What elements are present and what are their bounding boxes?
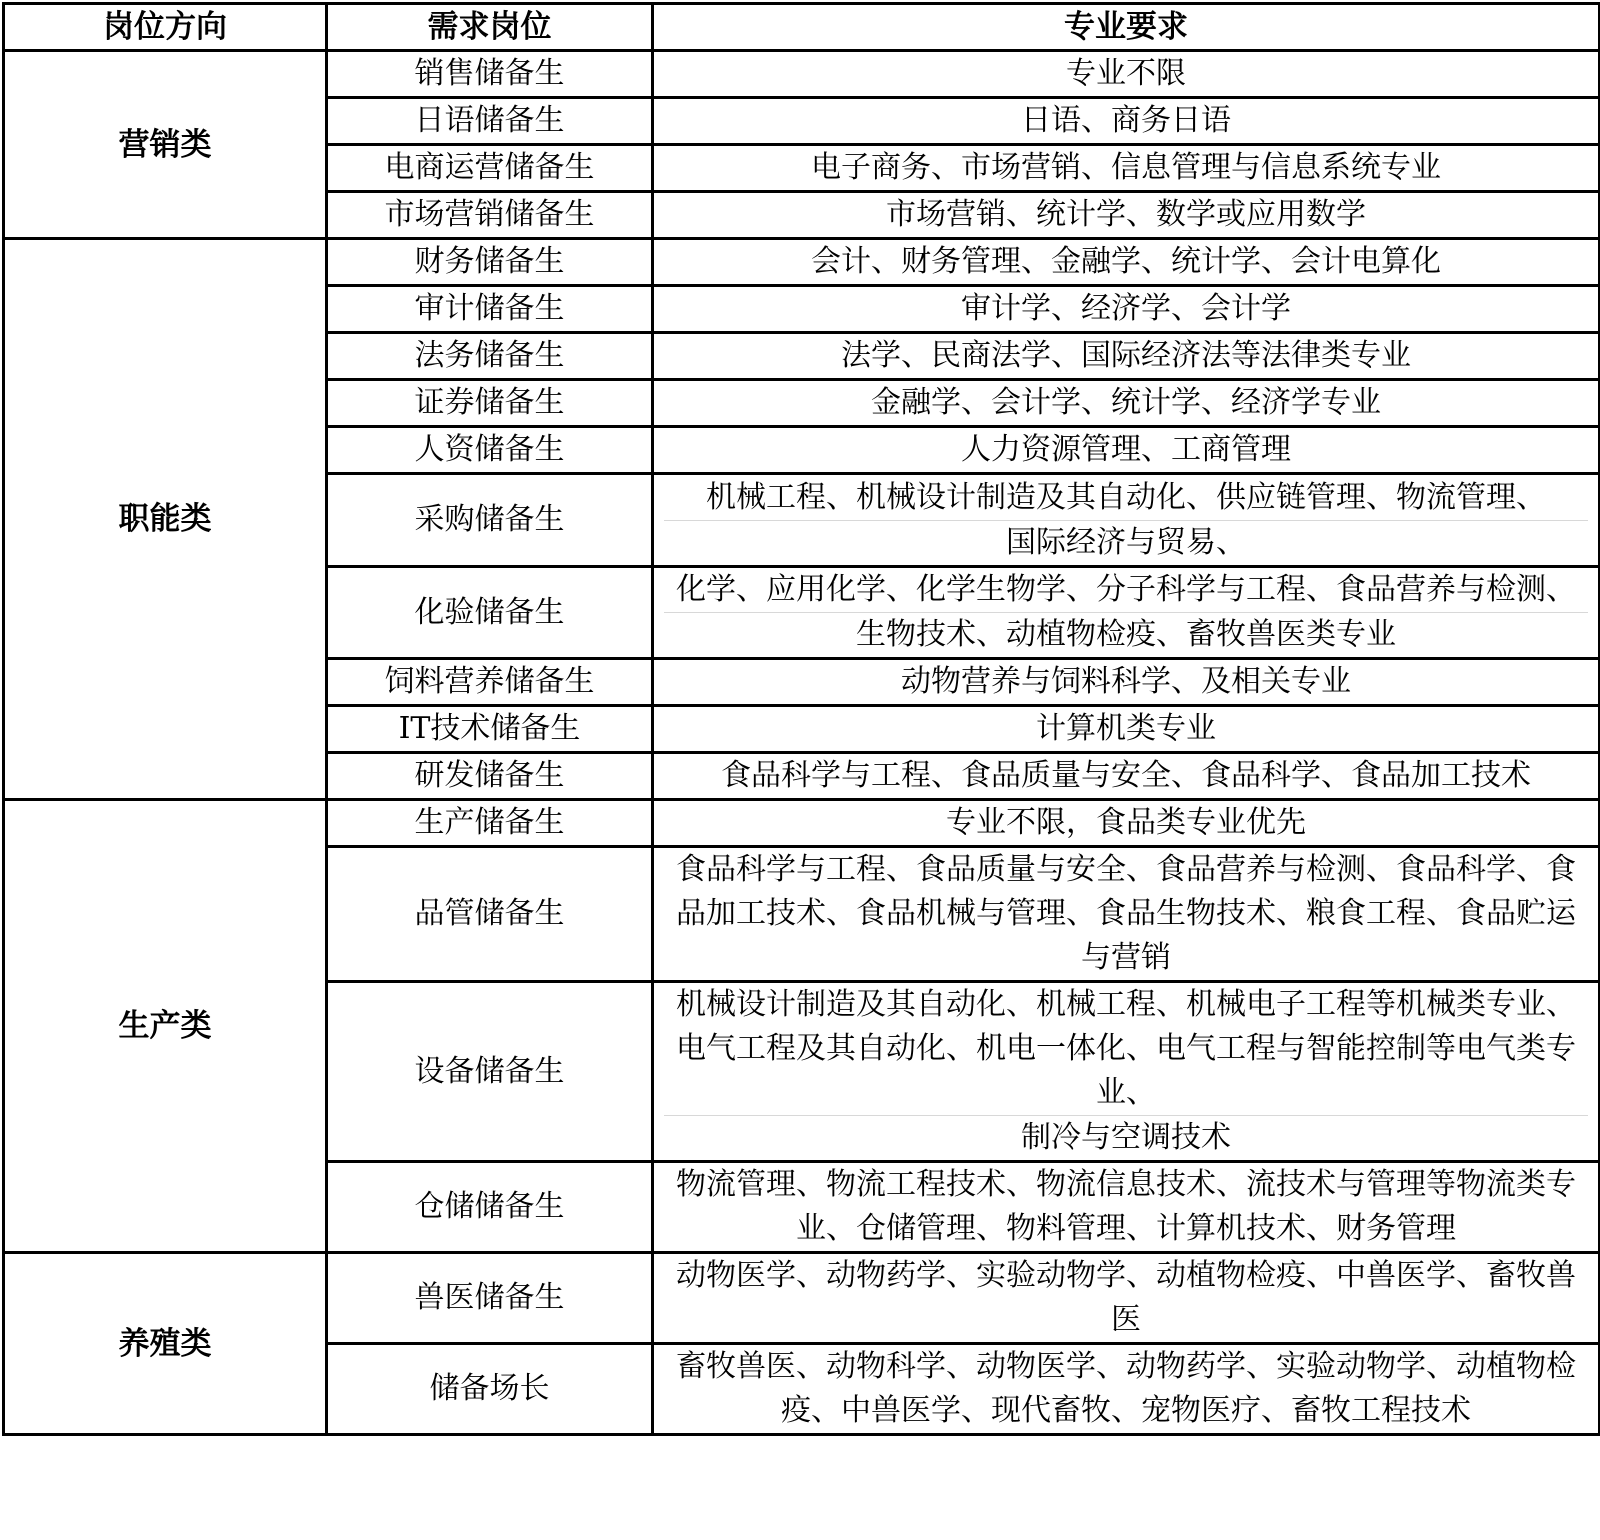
requirements-cell bbox=[653, 567, 1600, 659]
requirements-line: 制冷与空调技术 bbox=[664, 1115, 1588, 1160]
position-cell: 市场营销储备生 bbox=[327, 192, 653, 239]
table-row bbox=[4, 800, 1600, 847]
position-cell: 人资储备生 bbox=[327, 427, 653, 474]
requirements-cell: 专业不限 bbox=[653, 51, 1600, 98]
requirements-line: 化学、应用化学、化学生物学、分子科学与工程、食品营养与检测、 bbox=[676, 572, 1576, 607]
requirements-line: 国际经济与贸易、 bbox=[664, 520, 1588, 565]
category-cell: 养殖类 bbox=[4, 1253, 327, 1435]
requirements-cell bbox=[653, 982, 1600, 1162]
position-cell: 饲料营养储备生 bbox=[327, 659, 653, 706]
position-cell: 设备储备生 bbox=[327, 982, 653, 1162]
requirements-cell: 畜牧兽医、动物科学、动物医学、动物药学、实验动物学、动植物检疫、中兽医学、现代畜牧、宠物医疗、畜牧工程技术 bbox=[653, 1344, 1600, 1435]
requirements-cell bbox=[653, 474, 1600, 567]
category-cell: 生产类 bbox=[4, 800, 327, 1253]
requirements-cell: 计算机类专业 bbox=[653, 706, 1600, 753]
position-cell: 兽医储备生 bbox=[327, 1253, 653, 1344]
position-cell: 生产储备生 bbox=[327, 800, 653, 847]
table-row bbox=[4, 239, 1600, 286]
position-cell: 储备场长 bbox=[327, 1344, 653, 1435]
position-cell: 研发储备生 bbox=[327, 753, 653, 800]
position-cell: 品管储备生 bbox=[327, 847, 653, 982]
header-row bbox=[4, 4, 1600, 51]
requirements-line: 机械设计制造及其自动化、机械工程、机械电子工程等机械类专业、电气工程及其自动化、机电一体化、电气工程与智能控制等电气类专业、 bbox=[676, 987, 1576, 1110]
position-cell: 法务储备生 bbox=[327, 333, 653, 380]
table-row bbox=[4, 51, 1600, 98]
requirements-line: 机械工程、机械设计制造及其自动化、供应链管理、物流管理、 bbox=[706, 480, 1546, 515]
requirements-cell: 动物医学、动物药学、实验动物学、动植物检疫、中兽医学、畜牧兽医 bbox=[653, 1253, 1600, 1344]
requirements-cell: 食品科学与工程、食品质量与安全、食品营养与检测、食品科学、食品加工技术、食品机械与管理、食品生物技术、粮食工程、食品贮运与营销 bbox=[653, 847, 1600, 982]
position-cell: 仓储储备生 bbox=[327, 1162, 653, 1253]
requirements-line: 生物技术、动植物检疫、畜牧兽医类专业 bbox=[664, 612, 1588, 657]
table-row bbox=[4, 1253, 1600, 1344]
requirements-cell: 审计学、经济学、会计学 bbox=[653, 286, 1600, 333]
requirements-cell: 市场营销、统计学、数学或应用数学 bbox=[653, 192, 1600, 239]
position-cell: 财务储备生 bbox=[327, 239, 653, 286]
requirements-cell: 法学、民商法学、国际经济法等法律类专业 bbox=[653, 333, 1600, 380]
requirements-cell: 专业不限，食品类专业优先 bbox=[653, 800, 1600, 847]
requirements-cell: 会计、财务管理、金融学、统计学、会计电算化 bbox=[653, 239, 1600, 286]
position-cell: 销售储备生 bbox=[327, 51, 653, 98]
position-cell: IT技术储备生 bbox=[327, 706, 653, 753]
position-cell: 化验储备生 bbox=[327, 567, 653, 659]
position-cell: 审计储备生 bbox=[327, 286, 653, 333]
category-cell: 营销类 bbox=[4, 51, 327, 239]
position-cell: 电商运营储备生 bbox=[327, 145, 653, 192]
requirements-cell: 电子商务、市场营销、信息管理与信息系统专业 bbox=[653, 145, 1600, 192]
position-cell: 证券储备生 bbox=[327, 380, 653, 427]
requirements-cell: 日语、商务日语 bbox=[653, 98, 1600, 145]
requirements-cell: 金融学、会计学、统计学、经济学专业 bbox=[653, 380, 1600, 427]
requirements-cell: 人力资源管理、工商管理 bbox=[653, 427, 1600, 474]
header-requirements: 专业要求 bbox=[653, 4, 1600, 51]
header-position: 需求岗位 bbox=[327, 4, 653, 51]
header-category: 岗位方向 bbox=[4, 4, 327, 51]
position-cell: 日语储备生 bbox=[327, 98, 653, 145]
requirements-cell: 动物营养与饲料科学、及相关专业 bbox=[653, 659, 1600, 706]
recruitment-table bbox=[2, 2, 1600, 1436]
category-cell: 职能类 bbox=[4, 239, 327, 800]
requirements-cell: 物流管理、物流工程技术、物流信息技术、流技术与管理等物流类专业、仓储管理、物料管理、计算机技术、财务管理 bbox=[653, 1162, 1600, 1253]
position-cell: 采购储备生 bbox=[327, 474, 653, 567]
requirements-cell: 食品科学与工程、食品质量与安全、食品科学、食品加工技术 bbox=[653, 753, 1600, 800]
